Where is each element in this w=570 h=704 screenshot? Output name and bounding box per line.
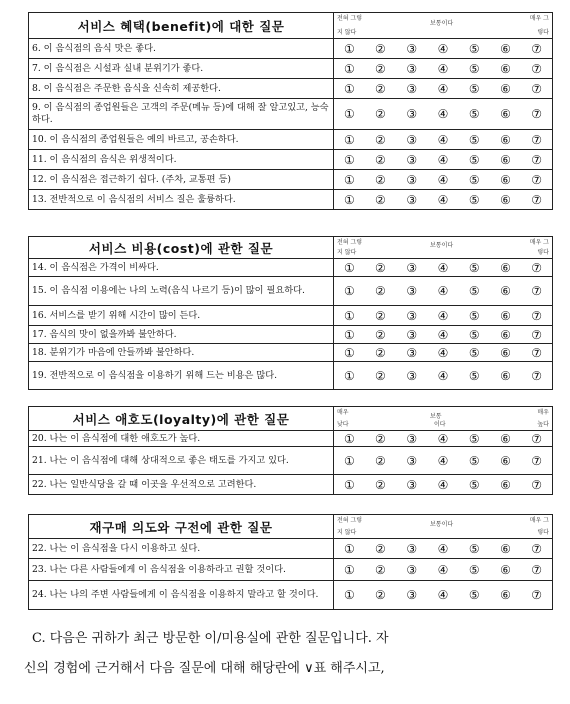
rating-option-7[interactable]: ⑦ [521,79,552,99]
survey-table [28,12,553,210]
question-row [29,277,553,306]
rating-option-4[interactable]: ④ [427,581,458,610]
rating-option-1[interactable]: ① [334,150,365,170]
question-row [29,475,553,495]
rating-option-2[interactable]: ② [365,79,396,99]
rating-option-4[interactable]: ④ [427,59,458,79]
question-text: 9. 이 음식점의 종업원들은 고객의 주문(메뉴 등)에 대해 잘 알고있고, 능숙하다. [29,99,334,130]
rating-option-6[interactable]: ⑥ [490,362,521,390]
rating-option-1[interactable]: ① [334,259,365,277]
question-text: 8. 이 음식점은 주문한 음식을 신속히 제공한다. [29,79,334,99]
rating-option-5[interactable]: ⑤ [459,475,490,495]
question-text: 11. 이 음식점의 음식은 위생적이다. [29,150,334,170]
rating-option-4[interactable]: ④ [427,475,458,495]
rating-option-5[interactable]: ⑤ [459,79,490,99]
instruction-line-1: C. 다음은 귀하가 최근 방문한 이/미용실에 관한 질문입니다. 자 [32,631,389,646]
rating-option-7[interactable]: ⑦ [521,130,552,150]
instruction-line-2: 신의 경험에 근거해서 다음 질문에 대해 해당란에 ∨표 해주시고, [24,661,385,676]
rating-option-6[interactable]: ⑥ [490,150,521,170]
rating-option-5[interactable]: ⑤ [459,39,490,59]
survey-section [28,514,552,610]
rating-option-5[interactable]: ⑤ [459,170,490,190]
question-text: 15. 이 음식점 이용에는 나의 노력(음식 나르기 등)이 많이 필요하다. [29,277,334,306]
question-row [29,447,553,475]
rating-option-2[interactable]: ② [365,475,396,495]
rating-option-3[interactable]: ③ [396,99,427,130]
rating-option-2[interactable]: ② [365,190,396,210]
rating-option-1[interactable]: ① [334,277,365,306]
rating-option-6[interactable]: ⑥ [490,559,521,581]
question-text: 19. 전반적으로 이 음식점을 이용하기 위해 드는 비용은 많다. [29,362,334,390]
rating-option-1[interactable]: ① [334,447,365,475]
rating-option-6[interactable]: ⑥ [490,277,521,306]
rating-option-4[interactable]: ④ [427,559,458,581]
rating-option-3[interactable]: ③ [396,344,427,362]
rating-option-3[interactable]: ③ [396,150,427,170]
rating-option-1[interactable]: ① [334,559,365,581]
rating-option-4[interactable]: ④ [427,431,458,447]
rating-option-1[interactable]: ① [334,306,365,326]
rating-option-3[interactable]: ③ [396,559,427,581]
survey-table [28,514,553,610]
rating-option-7[interactable]: ⑦ [521,581,552,610]
question-row [29,99,553,130]
section-title: 서비스 애호도(loyalty)에 관한 질문 [29,407,334,431]
scale-label-mid: 보통이다 [430,20,454,27]
rating-option-4[interactable]: ④ [427,79,458,99]
rating-option-7[interactable]: ⑦ [521,344,552,362]
rating-option-1[interactable]: ① [334,190,365,210]
scale-header [334,407,553,431]
rating-option-3[interactable]: ③ [396,539,427,559]
scale-label-right-bottom: 높다 [537,421,549,428]
question-text: 7. 이 음식점은 시설과 실내 분위기가 좋다. [29,59,334,79]
rating-option-2[interactable]: ② [365,306,396,326]
rating-option-7[interactable]: ⑦ [521,277,552,306]
rating-option-3[interactable]: ③ [396,79,427,99]
rating-option-3[interactable]: ③ [396,39,427,59]
scale-header [334,237,553,259]
rating-option-2[interactable]: ② [365,581,396,610]
rating-option-5[interactable]: ⑤ [459,447,490,475]
question-row [29,344,553,362]
rating-option-3[interactable]: ③ [396,170,427,190]
survey-table [28,236,553,390]
rating-option-5[interactable]: ⑤ [459,326,490,344]
scale-label-right-bottom: 렇다 [537,529,549,536]
question-text: 6. 이 음식점의 음식 맛은 좋다. [29,39,334,59]
rating-option-1[interactable]: ① [334,99,365,130]
rating-option-4[interactable]: ④ [427,259,458,277]
scale-label-left-bottom: 낮다 [337,421,349,428]
rating-option-3[interactable]: ③ [396,259,427,277]
scale-label-right-bottom: 렇다 [537,249,549,256]
rating-option-6[interactable]: ⑥ [490,326,521,344]
rating-option-5[interactable]: ⑤ [459,362,490,390]
rating-option-4[interactable]: ④ [427,277,458,306]
survey-section [28,12,552,210]
scale-label-left-top: 전혀 그렇 [337,15,363,22]
rating-option-5[interactable]: ⑤ [459,130,490,150]
scale-label-right-top: 매우 그 [529,239,549,246]
question-row [29,190,553,210]
question-text: 20. 나는 이 음식점에 대한 애호도가 높다. [29,431,334,447]
rating-option-1[interactable]: ① [334,431,365,447]
rating-option-2[interactable]: ② [365,344,396,362]
rating-option-5[interactable]: ⑤ [459,59,490,79]
question-text: 16. 서비스를 받기 위해 시간이 많이 든다. [29,306,334,326]
rating-option-6[interactable]: ⑥ [490,344,521,362]
scale-label-mid: 보통이다 [430,521,454,528]
scale-label-left-top: 매우 [337,409,349,416]
question-row [29,326,553,344]
rating-option-5[interactable]: ⑤ [459,190,490,210]
question-text: 21. 나는 이 음식점에 대해 상대적으로 좋은 태도를 가지고 있다. [29,447,334,475]
scale-label-left-bottom: 지 않다 [337,529,357,536]
scale-label-right-top: 매우 그 [529,15,549,22]
rating-option-3[interactable]: ③ [396,277,427,306]
rating-option-7[interactable]: ⑦ [521,447,552,475]
rating-option-1[interactable]: ① [334,130,365,150]
instruction-paragraph [24,624,554,684]
rating-option-7[interactable]: ⑦ [521,431,552,447]
rating-option-3[interactable]: ③ [396,431,427,447]
rating-option-1[interactable]: ① [334,39,365,59]
question-row [29,431,553,447]
rating-option-2[interactable]: ② [365,431,396,447]
question-row [29,259,553,277]
question-text: 10. 이 음식점의 종업원들은 예의 바르고, 공손하다. [29,130,334,150]
rating-option-1[interactable]: ① [334,362,365,390]
rating-option-5[interactable]: ⑤ [459,581,490,610]
rating-option-1[interactable]: ① [334,539,365,559]
rating-option-3[interactable]: ③ [396,130,427,150]
rating-option-3[interactable]: ③ [396,447,427,475]
question-row [29,306,553,326]
rating-option-6[interactable]: ⑥ [490,59,521,79]
rating-option-3[interactable]: ③ [396,475,427,495]
rating-option-4[interactable]: ④ [427,190,458,210]
question-text: 22. 나는 이 음식점을 다시 이용하고 싶다. [29,539,334,559]
scale-label-left-top: 전혀 그렇 [337,517,363,524]
rating-option-5[interactable]: ⑤ [459,99,490,130]
question-row [29,170,553,190]
rating-option-1[interactable]: ① [334,326,365,344]
rating-option-7[interactable]: ⑦ [521,39,552,59]
rating-option-6[interactable]: ⑥ [490,539,521,559]
rating-option-7[interactable]: ⑦ [521,170,552,190]
question-text: 13. 전반적으로 이 음식점의 서비스 질은 훌륭하다. [29,190,334,210]
survey-section [28,236,552,390]
rating-option-5[interactable]: ⑤ [459,306,490,326]
section-title: 서비스 혜택(benefit)에 대한 질문 [29,13,334,39]
rating-option-5[interactable]: ⑤ [459,259,490,277]
rating-option-6[interactable]: ⑥ [490,447,521,475]
section-title: 재구매 의도와 구전에 관한 질문 [29,515,334,539]
rating-option-7[interactable]: ⑦ [521,326,552,344]
question-row [29,559,553,581]
rating-option-4[interactable]: ④ [427,150,458,170]
scale-label-left-bottom: 지 않다 [337,29,357,36]
rating-option-4[interactable]: ④ [427,326,458,344]
question-row [29,130,553,150]
scale-label-right-top: 매우 그 [529,517,549,524]
rating-option-1[interactable]: ① [334,344,365,362]
question-text: 24. 나는 나의 주변 사람들에게 이 음식점을 이용하지 말라고 할 것이다. [29,581,334,610]
rating-option-4[interactable]: ④ [427,539,458,559]
question-text: 12. 이 음식점은 접근하기 쉽다. (주차, 교통편 등) [29,170,334,190]
rating-option-7[interactable]: ⑦ [521,150,552,170]
rating-option-4[interactable]: ④ [427,306,458,326]
rating-option-5[interactable]: ⑤ [459,150,490,170]
section-title: 서비스 비용(cost)에 관한 질문 [29,237,334,259]
rating-option-4[interactable]: ④ [427,447,458,475]
rating-option-5[interactable]: ⑤ [459,539,490,559]
rating-option-5[interactable]: ⑤ [459,559,490,581]
rating-option-3[interactable]: ③ [396,59,427,79]
rating-option-6[interactable]: ⑥ [490,99,521,130]
rating-option-2[interactable]: ② [365,59,396,79]
rating-option-7[interactable]: ⑦ [521,475,552,495]
rating-option-7[interactable]: ⑦ [521,539,552,559]
question-text: 22. 나는 일반식당을 갈 때 이곳을 우선적으로 고려한다. [29,475,334,495]
rating-option-7[interactable]: ⑦ [521,306,552,326]
scale-label-right-bottom: 렇다 [537,29,549,36]
scale-label-mid-bottom: 이다 [434,421,446,428]
scale-label-mid: 보통이다 [430,242,454,249]
scale-header [334,13,553,39]
survey-table [28,406,553,495]
rating-option-1[interactable]: ① [334,170,365,190]
rating-option-4[interactable]: ④ [427,344,458,362]
question-text: 17. 음식의 맛이 없을까봐 불안하다. [29,326,334,344]
rating-option-2[interactable]: ② [365,150,396,170]
rating-option-6[interactable]: ⑥ [490,39,521,59]
rating-option-2[interactable]: ② [365,259,396,277]
question-row [29,79,553,99]
rating-option-2[interactable]: ② [365,362,396,390]
rating-option-2[interactable]: ② [365,539,396,559]
rating-option-7[interactable]: ⑦ [521,559,552,581]
rating-option-4[interactable]: ④ [427,170,458,190]
rating-option-6[interactable]: ⑥ [490,306,521,326]
rating-option-6[interactable]: ⑥ [490,79,521,99]
rating-option-5[interactable]: ⑤ [459,344,490,362]
question-row [29,581,553,610]
rating-option-3[interactable]: ③ [396,190,427,210]
rating-option-2[interactable]: ② [365,170,396,190]
rating-option-6[interactable]: ⑥ [490,130,521,150]
rating-option-3[interactable]: ③ [396,581,427,610]
rating-option-5[interactable]: ⑤ [459,431,490,447]
rating-option-7[interactable]: ⑦ [521,59,552,79]
rating-option-4[interactable]: ④ [427,130,458,150]
survey-section [28,406,552,495]
question-text: 18. 분위기가 마음에 안들까봐 불안하다. [29,344,334,362]
rating-option-4[interactable]: ④ [427,362,458,390]
rating-option-2[interactable]: ② [365,447,396,475]
rating-option-7[interactable]: ⑦ [521,362,552,390]
rating-option-7[interactable]: ⑦ [521,99,552,130]
scale-label-left-bottom: 지 않다 [337,249,357,256]
question-text: 14. 이 음식점은 가격이 비싸다. [29,259,334,277]
rating-option-1[interactable]: ① [334,59,365,79]
scale-label-mid: 보통 [430,413,442,420]
question-row [29,59,553,79]
rating-option-6[interactable]: ⑥ [490,475,521,495]
question-text: 23. 나는 다른 사람들에게 이 음식점을 이용하라고 권할 것이다. [29,559,334,581]
rating-option-3[interactable]: ③ [396,362,427,390]
scale-label-left-top: 전혀 그렇 [337,239,363,246]
rating-option-3[interactable]: ③ [396,306,427,326]
rating-option-4[interactable]: ④ [427,99,458,130]
rating-option-7[interactable]: ⑦ [521,259,552,277]
rating-option-6[interactable]: ⑥ [490,431,521,447]
rating-option-3[interactable]: ③ [396,326,427,344]
rating-option-2[interactable]: ② [365,99,396,130]
question-row [29,39,553,59]
rating-option-6[interactable]: ⑥ [490,259,521,277]
question-row [29,150,553,170]
rating-option-1[interactable]: ① [334,79,365,99]
rating-option-2[interactable]: ② [365,326,396,344]
rating-option-2[interactable]: ② [365,559,396,581]
rating-option-2[interactable]: ② [365,39,396,59]
question-row [29,539,553,559]
rating-option-6[interactable]: ⑥ [490,581,521,610]
rating-option-1[interactable]: ① [334,581,365,610]
rating-option-2[interactable]: ② [365,130,396,150]
rating-option-1[interactable]: ① [334,475,365,495]
rating-option-5[interactable]: ⑤ [459,277,490,306]
rating-option-7[interactable]: ⑦ [521,190,552,210]
rating-option-4[interactable]: ④ [427,39,458,59]
rating-option-6[interactable]: ⑥ [490,170,521,190]
scale-label-right-top: 매우 [537,409,549,416]
rating-option-6[interactable]: ⑥ [490,190,521,210]
question-row [29,362,553,390]
rating-option-2[interactable]: ② [365,277,396,306]
scale-header [334,515,553,539]
